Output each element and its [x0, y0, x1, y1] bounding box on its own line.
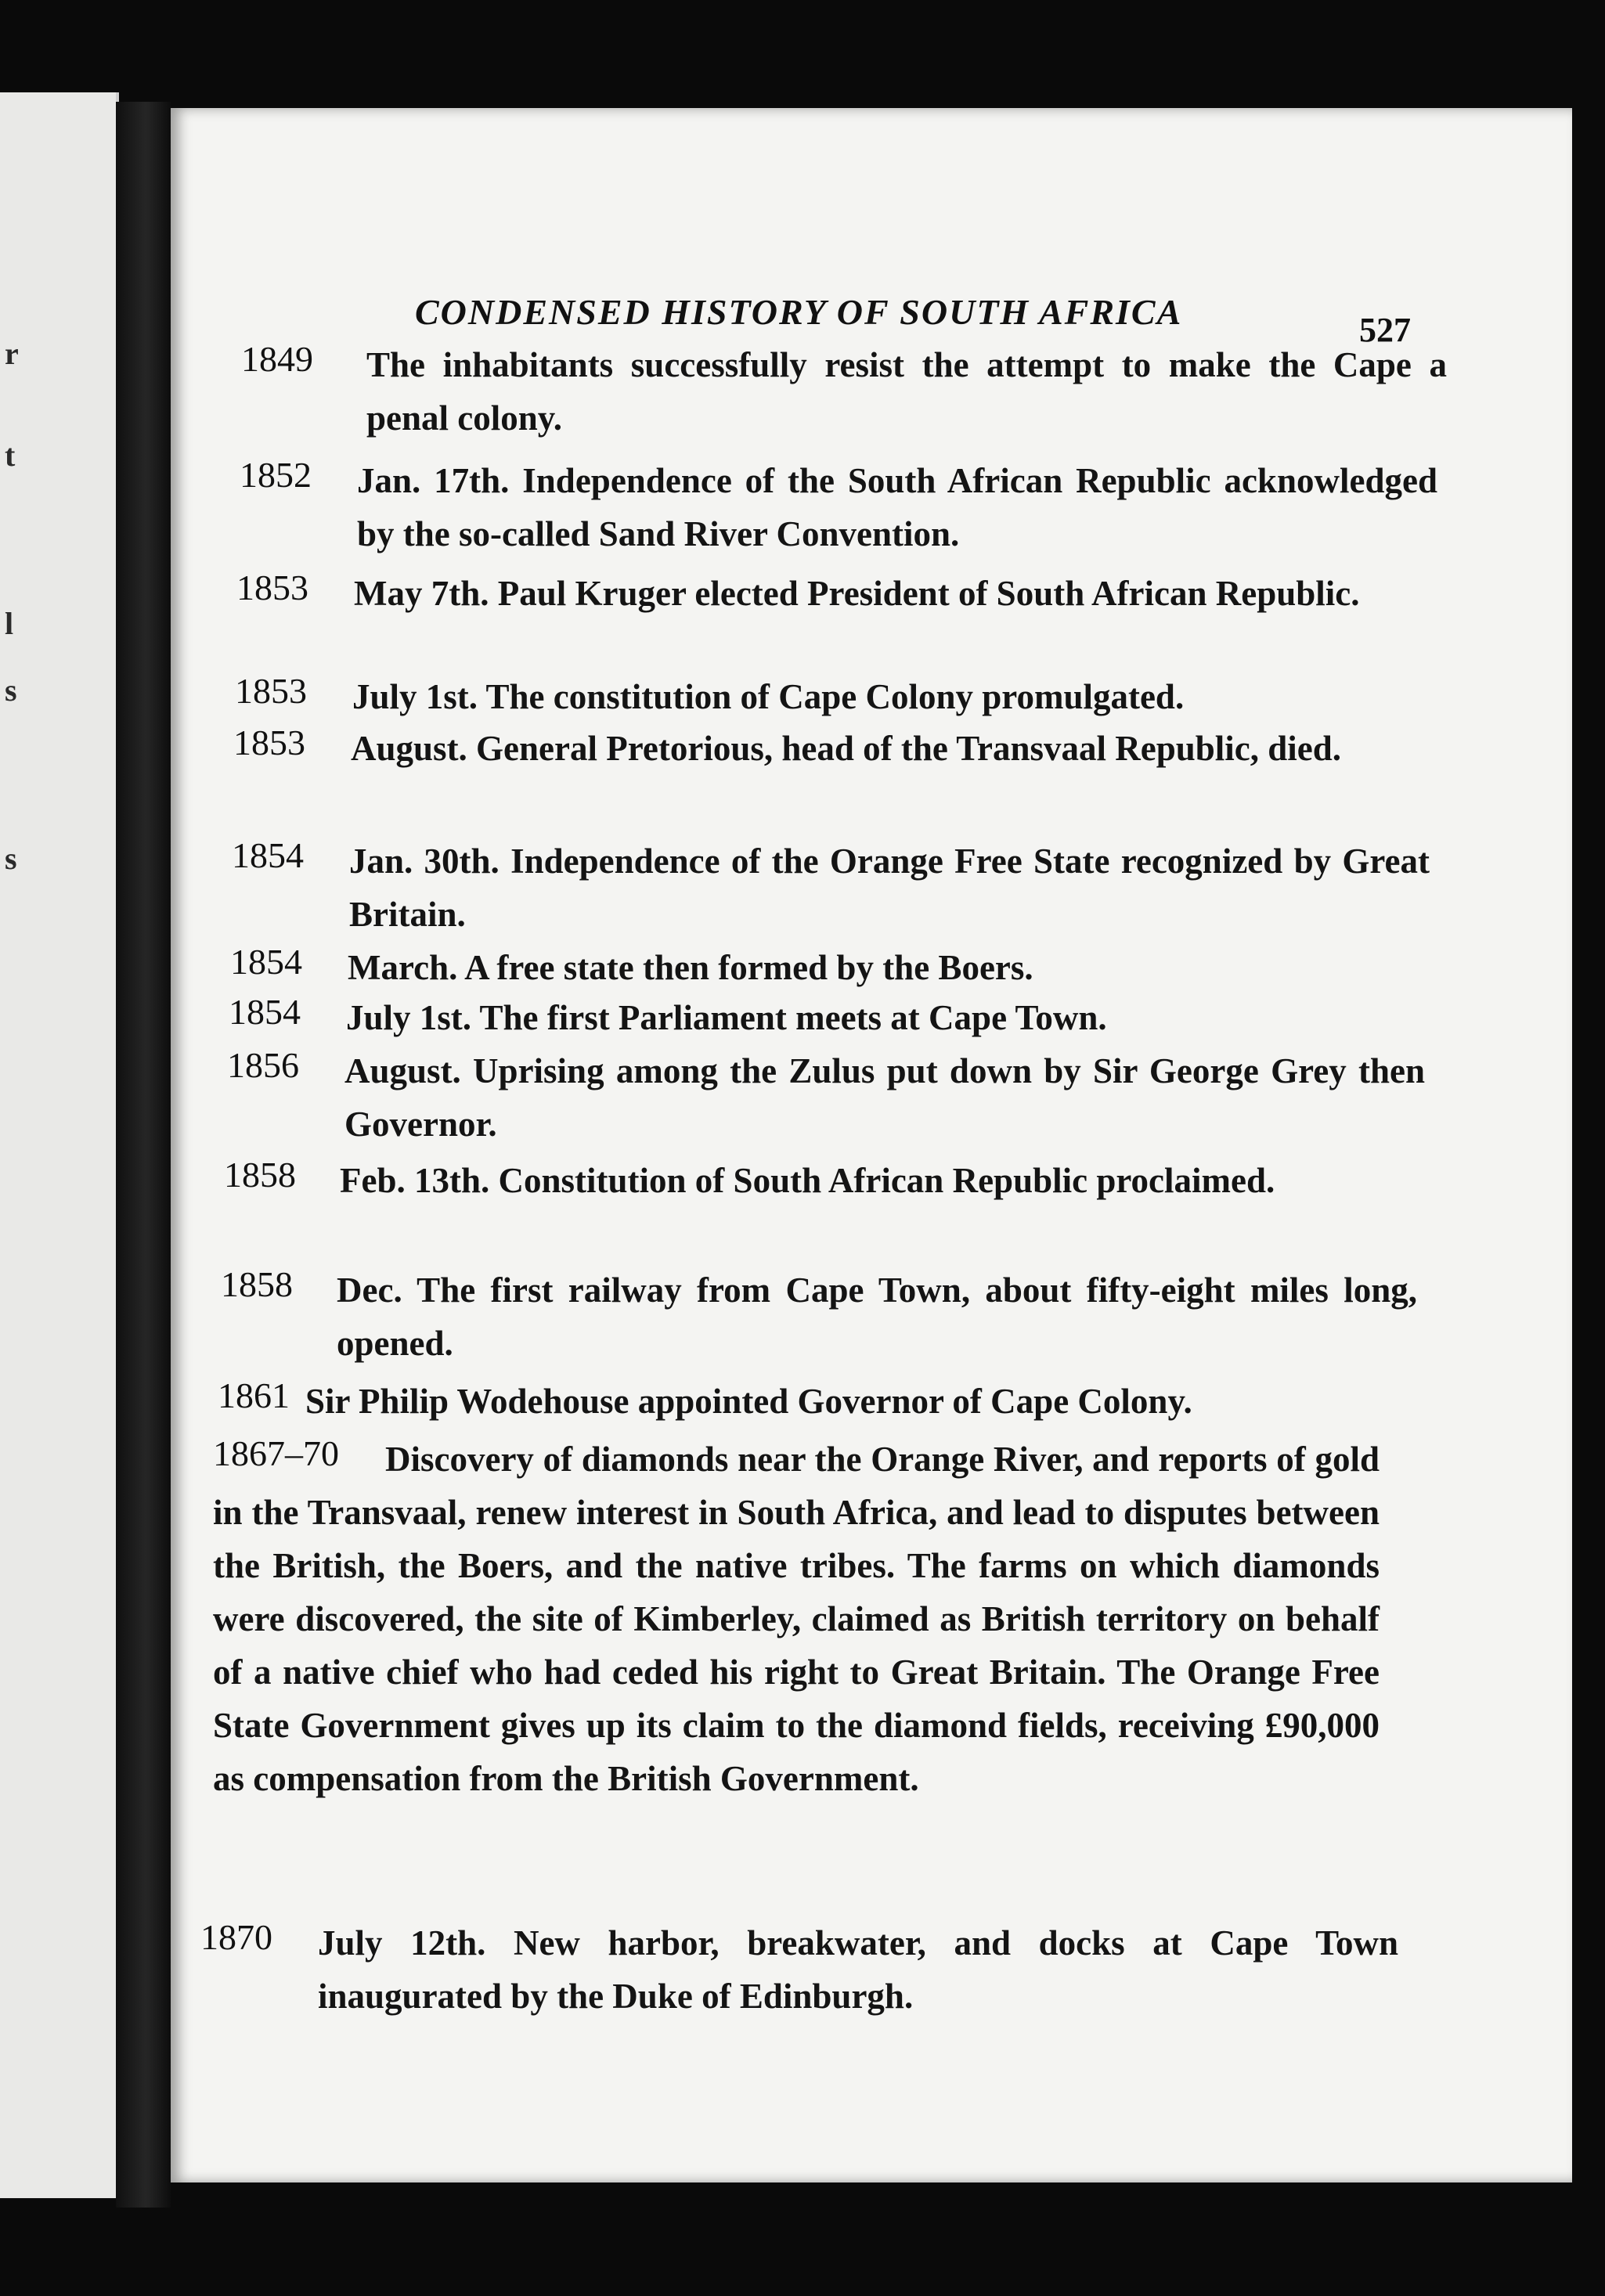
left-page-fragment: l: [5, 606, 14, 641]
entry-year: 1867–70: [213, 1433, 339, 1473]
running-header: CONDENSED HISTORY OF SOUTH AFRICA: [415, 292, 1183, 332]
entry-year: 1849: [241, 339, 313, 379]
left-page-fragment: t: [5, 438, 16, 473]
entry-year: 1854: [232, 835, 304, 875]
left-page-edge: [0, 92, 119, 2198]
entry-year: 1856: [227, 1045, 299, 1085]
entry-year: 1870: [200, 1917, 272, 1957]
entry-year: 1854: [229, 992, 301, 1032]
entry-text: Discovery of diamonds near the Orange River, and reports of gold in the Transvaal, renew interest in South Africa, and lead to disputes between the British, the Boers, and the native tribes. The farms on which diamonds were discovered, the site of Kimberley, claimed as British territory on behalf of a native chief who had ceded his right to Great Britain. The Orange Free State Government gives up its claim to the diamond fields, receiving £90,000 as compensation from the British Government.: [213, 1440, 1380, 1798]
entry-text: August. General Pretorious, head of the Transvaal Republic, died.: [351, 729, 1342, 768]
page-number: 527: [1359, 311, 1411, 349]
entry-text: Feb. 13th. Constitution of South African Republic proclaimed.: [340, 1161, 1275, 1200]
entry-year: 1858: [221, 1264, 293, 1304]
entry-text: May 7th. Paul Kruger elected President of South African Republic.: [354, 574, 1360, 613]
entry-year: 1858: [224, 1155, 296, 1195]
entry-text: Jan. 17th. Independence of the South African Republic acknowledged by the so-called Sand River Convention.: [357, 461, 1437, 553]
entry-text: Dec. The first railway from Cape Town, about fifty-eight miles long, opened.: [337, 1271, 1417, 1363]
entry-year: 1861: [218, 1375, 290, 1415]
left-page-fragment: s: [5, 672, 17, 708]
entry-text: The inhabitants successfully resist the attempt to make the Cape a penal colony.: [366, 345, 1447, 438]
entry-text: July 1st. The constitution of Cape Colony promulgated.: [352, 677, 1185, 716]
book-spine: [116, 102, 171, 2208]
left-page-fragment: s: [5, 841, 17, 876]
entry-text: March. A free state then formed by the Boers.: [348, 948, 1033, 987]
entry-year: 1853: [235, 671, 307, 711]
entry-text: Jan. 30th. Independence of the Orange Free State recognized by Great Britain.: [349, 842, 1430, 934]
entry-text: August. Uprising among the Zulus put down by Sir George Grey then Governor.: [344, 1051, 1425, 1144]
entry-year: 1852: [240, 455, 312, 495]
entry-text: July 1st. The first Parliament meets at Cape Town.: [346, 998, 1107, 1037]
entry-year: 1853: [233, 723, 305, 762]
entry-year: 1853: [236, 568, 308, 607]
entry-text: Sir Philip Wodehouse appointed Governor of Cape Colony.: [305, 1382, 1192, 1421]
entry-year: 1854: [230, 942, 302, 982]
entry-text: July 12th. New harbor, breakwater, and docks at Cape Town inaugurated by the Duke of Edinburgh.: [318, 1923, 1398, 2016]
left-page-fragment: r: [5, 336, 19, 371]
